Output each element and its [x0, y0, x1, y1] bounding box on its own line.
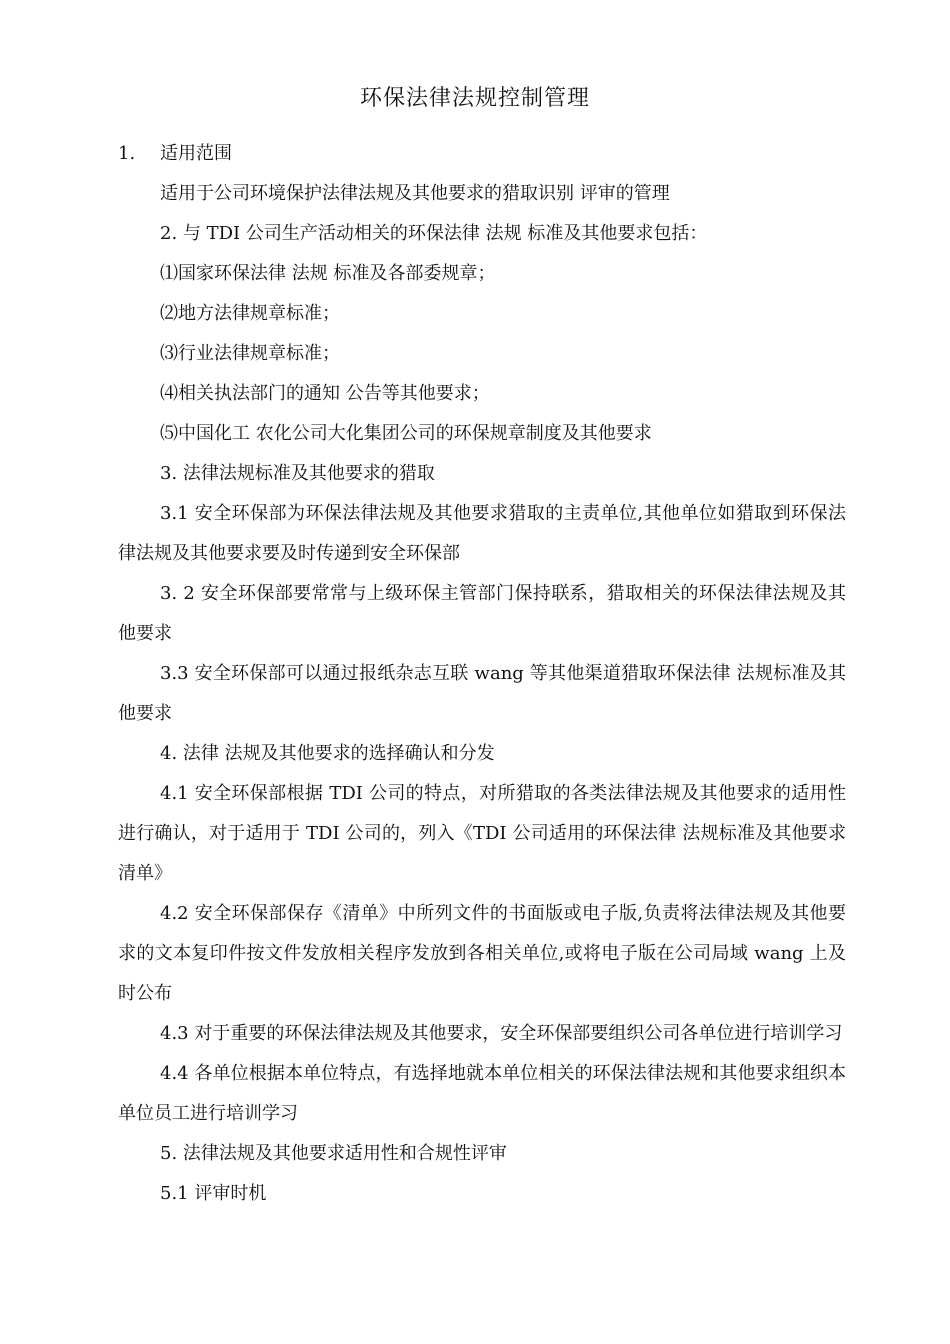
section-2-item-5: ⑸中国化工 农化公司大化集团公司的环保规章制度及其他要求 — [160, 423, 652, 444]
section-4-3-paragraph: 4.3 对于重要的环保法律法规及其他要求，安全环保部要组织公司各单位进行培训学习 — [160, 1023, 843, 1044]
document-body — [118, 134, 846, 1214]
section-2-item-2: ⑵地方法律规章标准； — [160, 303, 340, 324]
section-1-heading — [118, 134, 846, 174]
section-2-item-1: ⑴国家环保法律 法规 标准及各部委规章； — [160, 263, 496, 284]
section-3-2-paragraph: 3. 2 安全环保部要常常与上级环保主管部门保持联系，猎取相关的环保法律法规及其他要求 — [118, 583, 846, 644]
section-3-heading: 3. 法律法规标准及其他要求的猎取 — [160, 463, 435, 484]
section-4-4-paragraph: 4.4 各单位根据本单位特点，有选择地就本单位相关的环保法律法规和其他要求组织本单位员工进行培训学习 — [118, 1063, 846, 1124]
section-1-text: 适用于公司环境保护法律法规及其他要求的猎取识别 评审的管理 — [160, 183, 670, 204]
section-1-title: 适用范围 — [160, 143, 232, 164]
section-3-3-paragraph: 3.3 安全环保部可以通过报纸杂志互联 wang 等其他渠道猎取环保法律 法规标准及其他要求 — [118, 663, 846, 724]
section-4-1-paragraph: 4.1 安全环保部根据 TDI 公司的特点，对所猎取的各类法律法规及其他要求的适用性进行确认，对于适用于 TDI 公司的，列入《TDI 公司适用的环保法律 法规标准及其他要求清单》 — [118, 783, 846, 884]
section-1-number: 1. — [118, 143, 136, 164]
section-5-1-paragraph: 5.1 评审时机 — [160, 1183, 267, 1204]
section-4-2-paragraph: 4.2 安全环保部保存《清单》中所列文件的书面版或电子版,负责将法律法规及其他要求的文本复印件按文件发放相关程序发放到各相关单位,或将电子版在公司局域 wang 上及时公布 — [118, 903, 846, 1004]
section-2-intro: 2. 与 TDI 公司生产活动相关的环保法律 法规 标准及其他要求包括： — [160, 223, 708, 244]
document-title: 环保法律法规控制管理 — [359, 86, 590, 111]
section-3-1-paragraph: 3.1 安全环保部为环保法律法规及其他要求猎取的主责单位,其他单位如猎取到环保法律法规及其他要求要及时传递到安全环保部 — [118, 503, 846, 564]
section-2-item-4: ⑷相关执法部门的通知 公告等其他要求； — [160, 383, 490, 404]
section-4-heading: 4. 法律 法规及其他要求的选择确认和分发 — [160, 743, 495, 764]
section-5-heading: 5. 法律法规及其他要求适用性和合规性评审 — [160, 1143, 507, 1164]
section-2-item-3: ⑶行业法律规章标准； — [160, 343, 340, 364]
